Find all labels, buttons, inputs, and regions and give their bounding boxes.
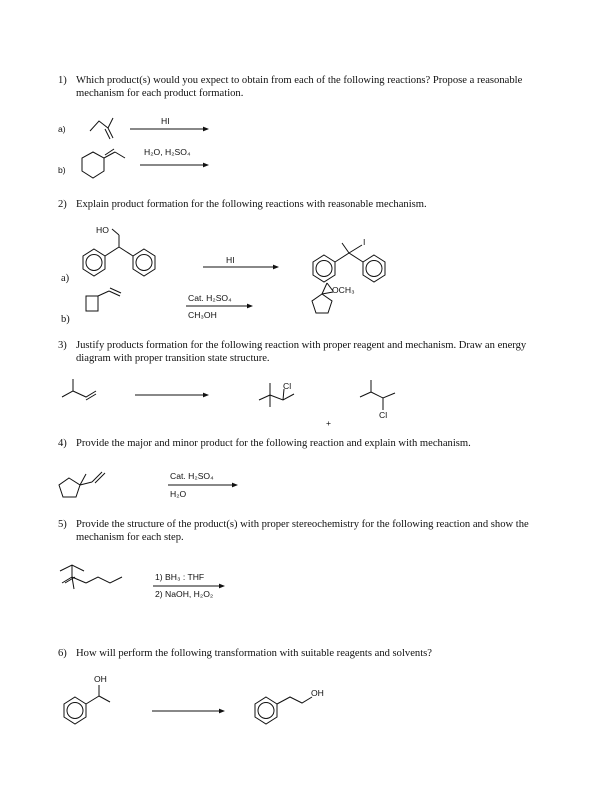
q1-part-a-label: a) <box>58 124 66 134</box>
question-6-text: How will perform the following transformation with suitable reagents and solvents? <box>76 648 432 659</box>
q1-part-b-label: b) <box>58 165 66 175</box>
q2a-reagent: HI <box>226 255 235 265</box>
q2b-reagent-catalyst: Cat. H₂SO₄ <box>188 293 232 303</box>
q5-substrate-molecule <box>60 565 122 589</box>
q1b-reagent: H₂O, H₂SO₄ <box>144 147 191 157</box>
q1a-substrate-molecule <box>90 118 113 139</box>
q5-reagent-step-1: 1) BH₃ : THF <box>155 572 205 582</box>
q3-substrate-molecule <box>62 379 96 400</box>
question-1-number: 1) <box>58 75 67 86</box>
q1b-substrate-molecule <box>82 149 125 178</box>
question-4-number: 4) <box>58 438 67 449</box>
question-5-number: 5) <box>58 519 67 530</box>
question-3-number: 3) <box>58 340 67 351</box>
q2-part-b-label: b) <box>61 314 70 325</box>
q2b-reagent-solvent: CH₃OH <box>188 310 217 320</box>
q6-substrate-molecule <box>64 685 110 724</box>
question-2-number: 2) <box>58 199 67 210</box>
q3-plus-sign: + <box>326 418 332 428</box>
q2a-substrate-molecule <box>83 229 155 276</box>
q2b-substrate-molecule <box>86 288 121 311</box>
q2a-product-molecule <box>313 243 385 282</box>
q3-product-1-chloro-label: Cl <box>283 381 292 391</box>
question-6-number: 6) <box>58 648 67 659</box>
q2a-product-iodo-label: I <box>363 237 366 247</box>
q4-reagent-catalyst: Cat. H₂SO₄ <box>170 471 214 481</box>
question-2-text: Explain product formation for the following reactions with reasonable mechanism. <box>76 199 427 210</box>
question-5-text: Provide the structure of the product(s) with proper stereochemistry for the following reaction and show the mechanism for each step. <box>76 519 529 544</box>
q2-part-a-label: a) <box>61 273 70 284</box>
q4-substrate-molecule <box>59 472 105 497</box>
q2b-product-molecule <box>312 283 333 313</box>
q3-product-2-molecule <box>360 380 395 410</box>
q6-substrate-hydroxyl-label: OH <box>94 674 107 684</box>
q1a-reagent: HI <box>161 116 170 126</box>
question-1-text: Which product(s) would you expect to obtain from each of the following reactions? Propose a reasonable mechanism for each product formation. <box>76 75 523 100</box>
q6-product-hydroxyl-label: OH <box>311 688 324 698</box>
q4-reagent-water: H₂O <box>170 489 187 499</box>
question-3-text: Justify products formation for the following reaction with proper reagent and mechanism. Draw an energy diagram with proper transition state structure. <box>76 340 527 365</box>
q3-product-2-chloro-label: Cl <box>379 410 388 420</box>
q6-product-molecule <box>255 697 312 724</box>
question-4-text: Provide the major and minor product for the following reaction and explain with mechanism. <box>76 438 471 449</box>
q2a-substrate-hydroxyl-label: HO <box>96 225 109 235</box>
q5-reagent-step-2: 2) NaOH, H₂O₂ <box>155 589 214 599</box>
q2b-product-methoxy-label: OCH₃ <box>332 285 355 295</box>
